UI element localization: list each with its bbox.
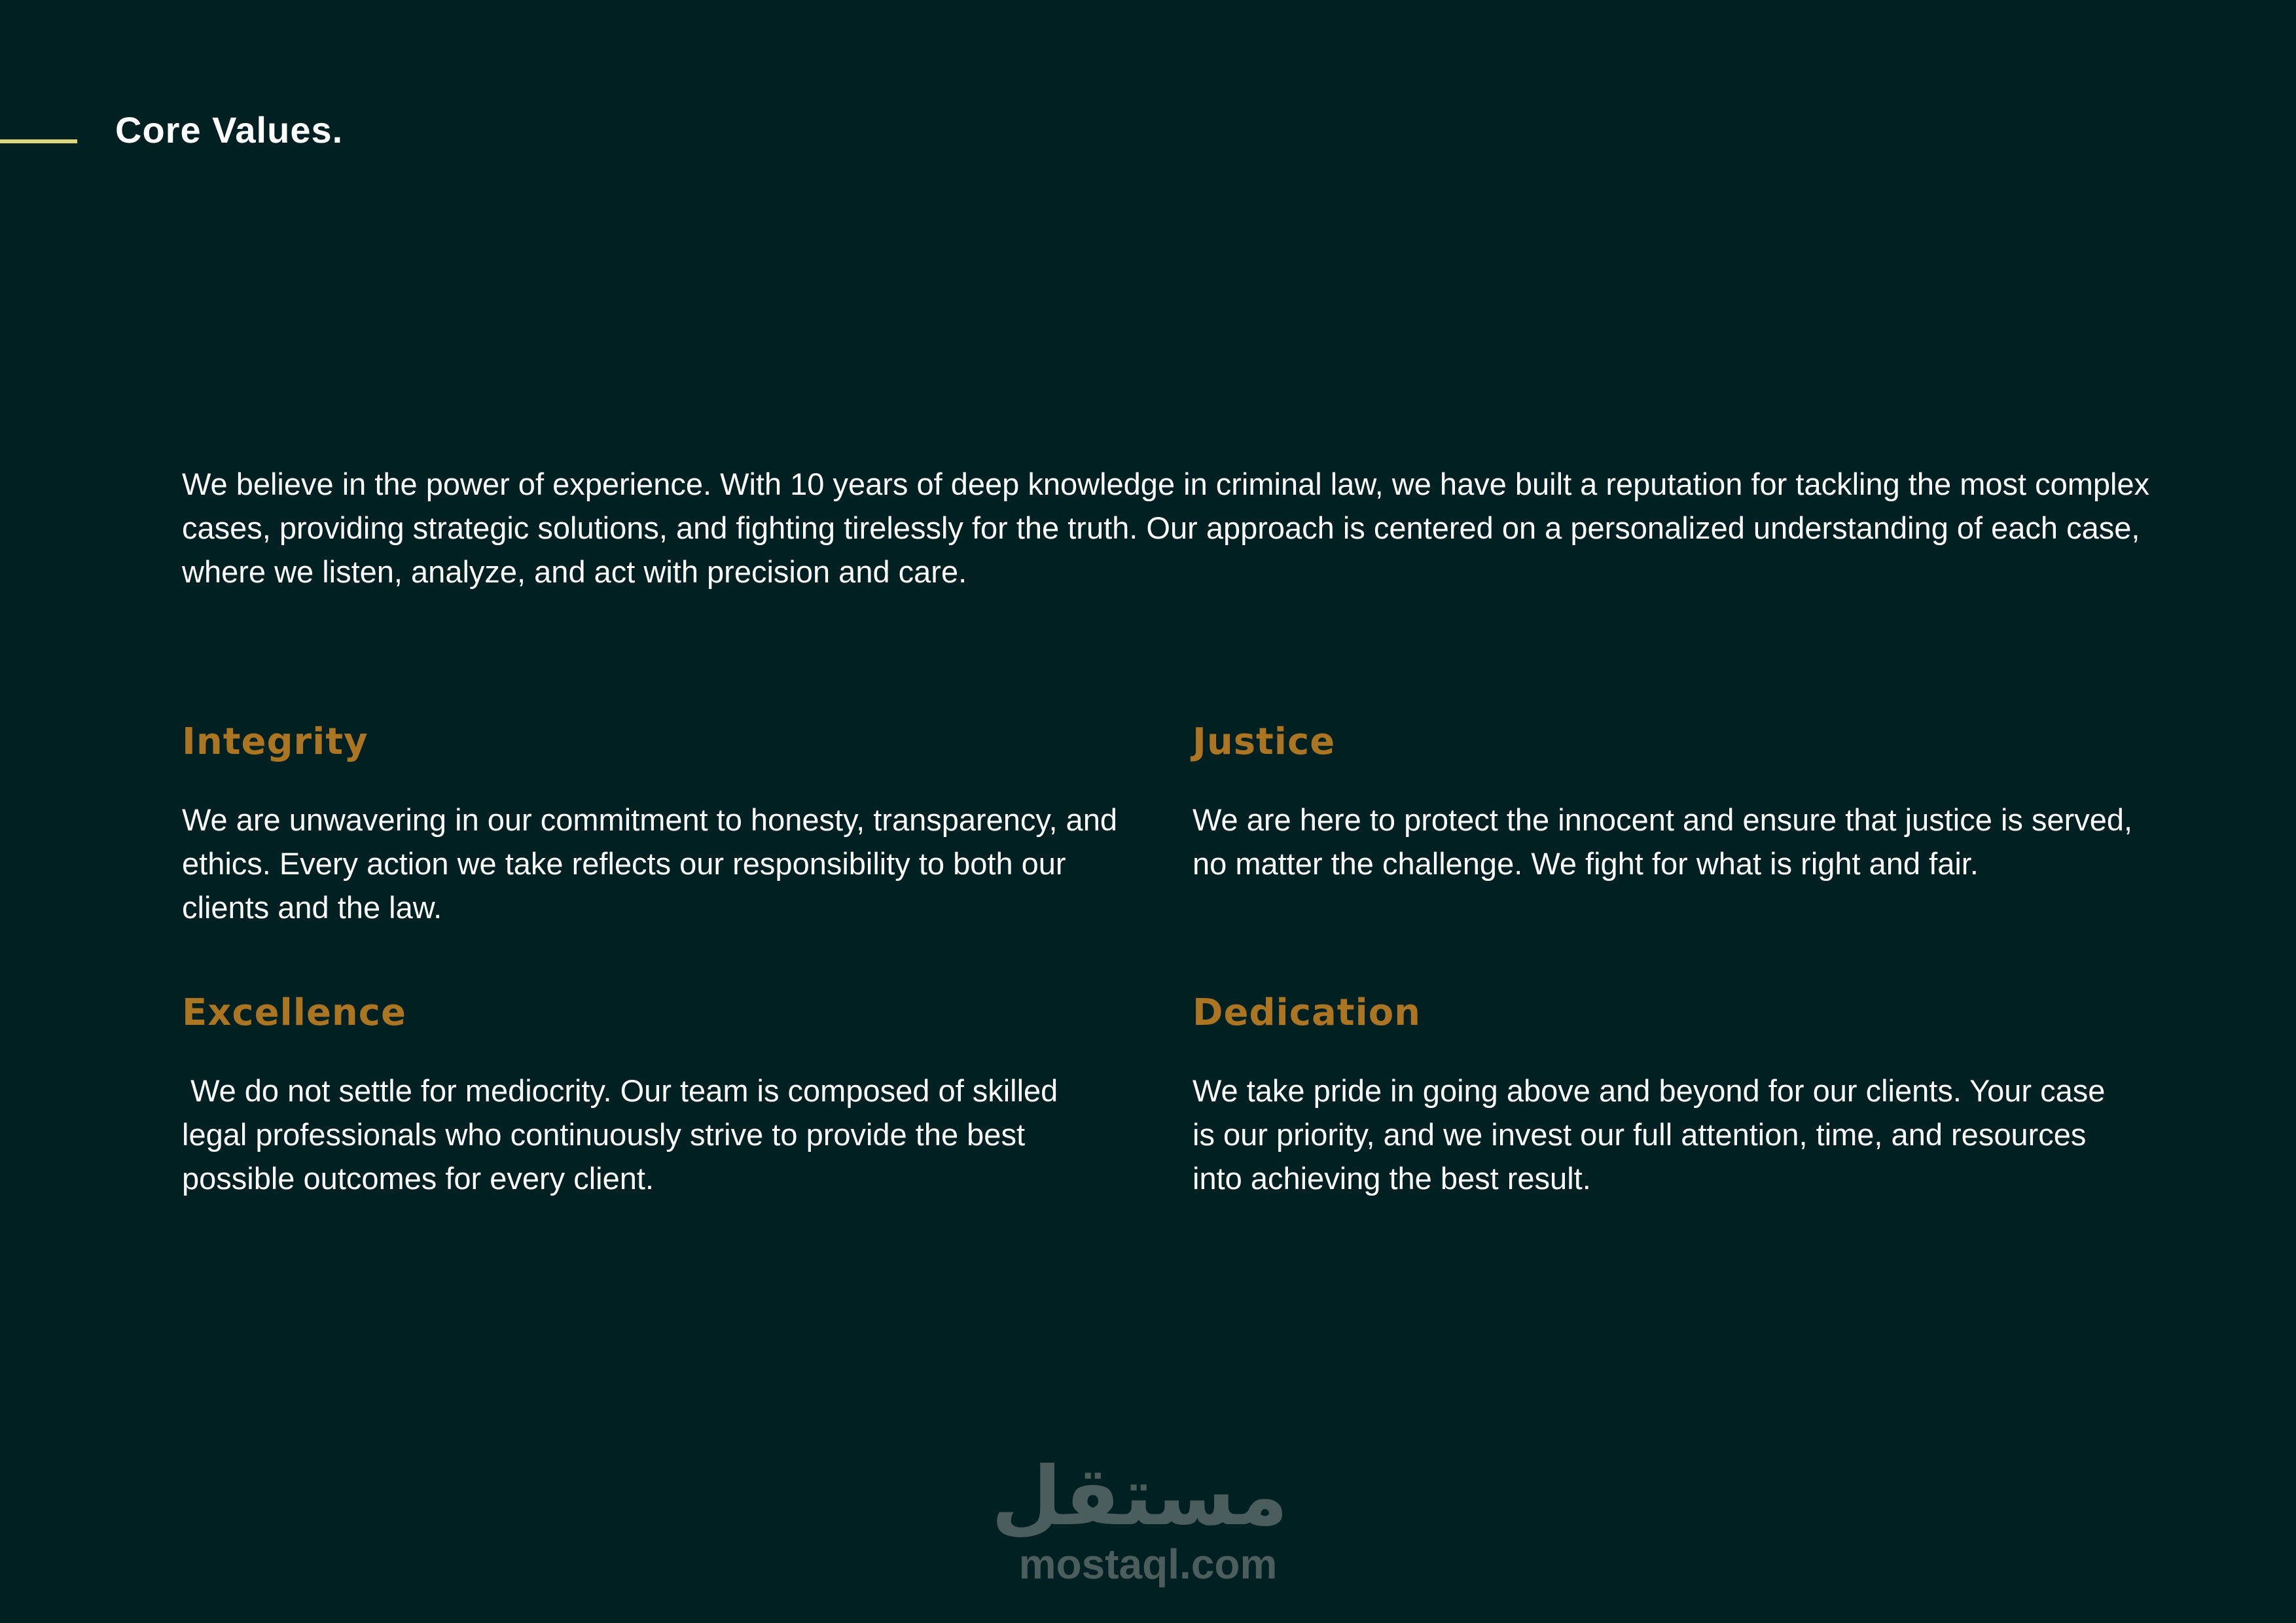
- value-description: We are here to protect the innocent and ensure that justice is served, no matter the challenge. We fight for what is right and fair.: [1193, 802, 2133, 882]
- value-description: We are unwavering in our commitment to honesty, transparency, and ethics. Every action we take reflects our responsibility to both our clients and the law.: [182, 802, 1117, 925]
- value-heading: Integrity: [182, 721, 368, 763]
- value-dedication: [1193, 991, 2135, 1200]
- value-description: We take pride in going above and beyond for our clients. Your case is our priority, and we invest our full attention, time, and resources into achieving the best result.: [1193, 1073, 2106, 1196]
- value-excellence: [182, 991, 1124, 1200]
- value-heading: Dedication: [1193, 991, 1422, 1034]
- page-title: Core Values.: [115, 109, 344, 151]
- mostaql-watermark: [991, 1450, 1288, 1588]
- intro-paragraph: We believe in the power of experience. With 10 years of deep knowledge in criminal law, we have built a reputation for tackling the most complex cases, providing strategic solutions, and fighting tirelessly for the truth. Our approach is centered on a personalized understanding of each case, where we listen, analyze, and act with precision and care.: [182, 467, 2150, 589]
- value-justice: [1193, 720, 2135, 885]
- value-description: We do not settle for mediocrity. Our team is composed of skilled legal professionals who continuously strive to provide the best possible outcomes for every client.: [182, 1073, 1067, 1196]
- accent-rule: [0, 139, 77, 143]
- watermark-arabic-logo: مستقل: [991, 1450, 1288, 1544]
- value-heading: Justice: [1193, 721, 1336, 763]
- watermark-url: mostaql.com: [1018, 1541, 1278, 1588]
- value-integrity: [182, 720, 1124, 929]
- value-heading: Excellence: [182, 991, 406, 1034]
